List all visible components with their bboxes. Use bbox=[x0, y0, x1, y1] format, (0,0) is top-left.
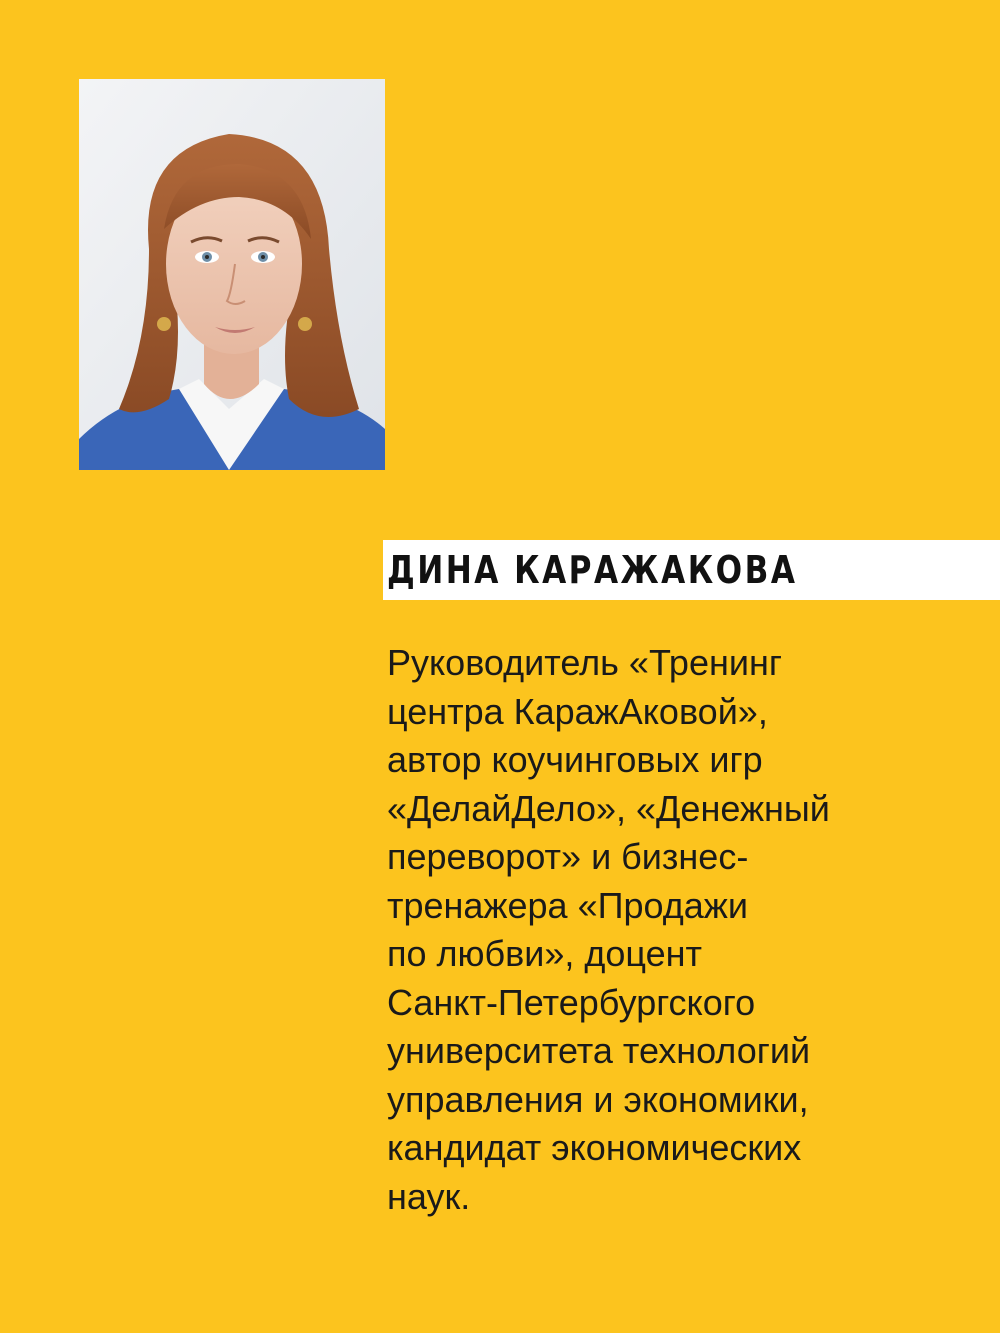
author-bio bbox=[387, 639, 947, 1221]
bio-line: центра КаражАковой», bbox=[387, 690, 768, 732]
author-photo bbox=[79, 79, 385, 470]
author-name: ДИНА КАРАЖАКОВА bbox=[387, 548, 798, 592]
bio-line: университета технологий bbox=[387, 1030, 811, 1071]
bio-line: тренажера «Продажи bbox=[387, 884, 748, 926]
bio-line: переворот» и бизнес- bbox=[387, 836, 749, 877]
bio-line: автор коучинговых игр bbox=[387, 739, 763, 780]
portrait-illustration bbox=[79, 79, 385, 470]
bio-line: наук. bbox=[387, 1175, 471, 1217]
bio-line: «ДелайДело», «Денежный bbox=[387, 787, 830, 829]
bio-line: по любви», доцент bbox=[387, 933, 703, 974]
bio-line: Санкт-Петербургского bbox=[387, 981, 756, 1023]
bio-line: управления и экономики, bbox=[387, 1078, 809, 1120]
bio-line: кандидат экономических bbox=[387, 1127, 802, 1168]
bio-line: Руководитель «Тренинг bbox=[387, 642, 782, 683]
